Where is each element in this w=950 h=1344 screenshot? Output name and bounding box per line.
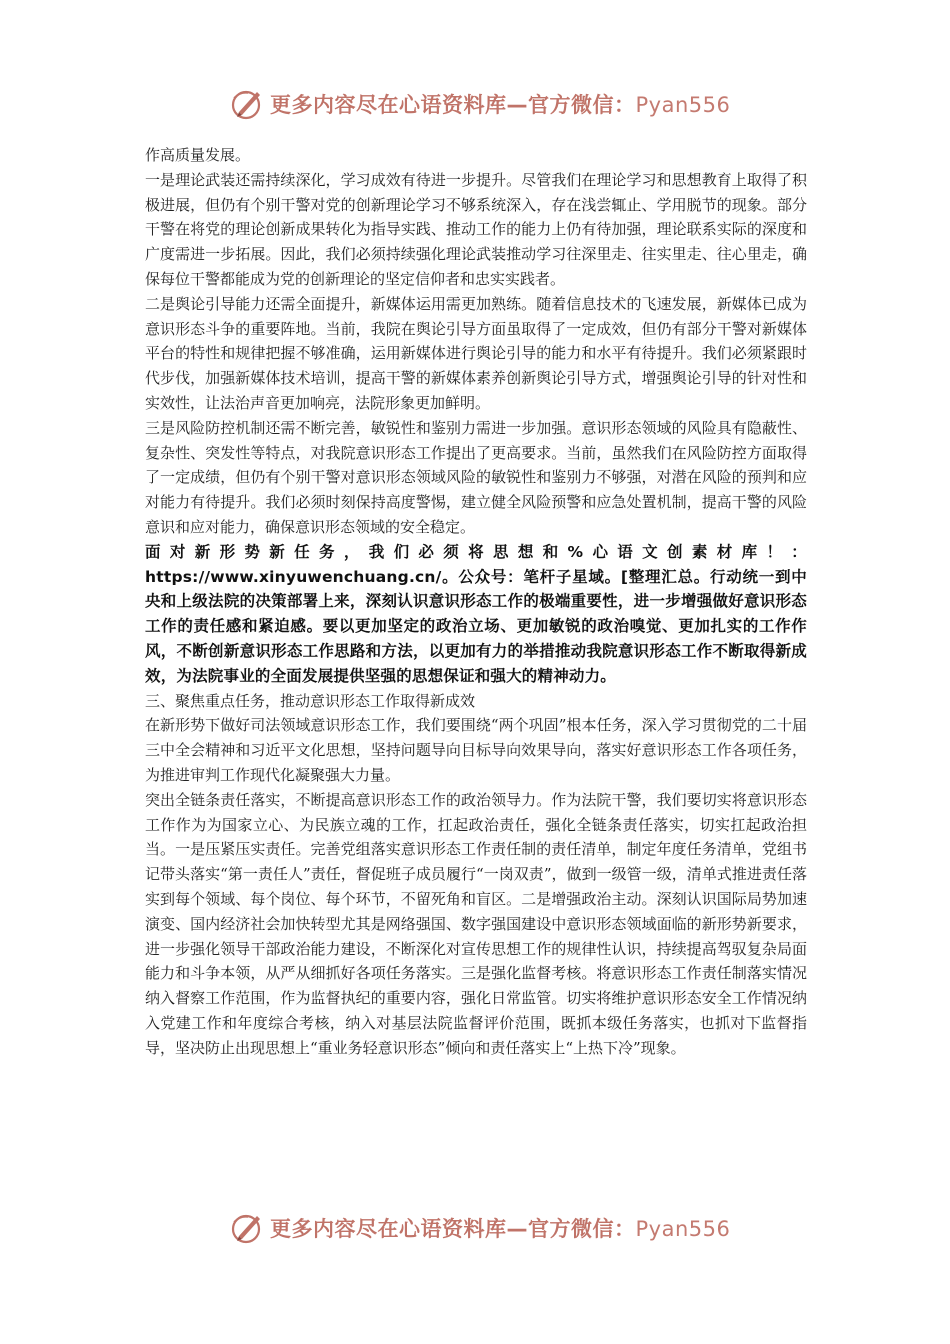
banner-main-text: 更多内容尽在心语资料库—官方微信： — [270, 1217, 636, 1241]
bold-paragraph: 面对新形势新任务，我们必须将思想和%心语文创素材库！：https://www.xinyuwenchuang.cn/。公众号：笔杆子星域。[整理汇总。行动统一到中央和上级法院的决策部署上来，深刻认识意识形态工作的极端重要性，进一步增强做好意识形态工作的责任感和紧迫感。要以更加坚定的政治立场、更加敏锐的政治嗅觉、更加扎实的工作作风，不断创新意识形态工作思路和方法，以更加有力的举措推动我院意识形态工作不断取得新成效，为法院事业的全面发展提供坚强的思想保证和强大的精神动力。 — [145, 542, 807, 685]
paragraph: 作高质量发展。 — [145, 146, 251, 164]
banner-text — [270, 89, 730, 119]
section-heading: 三、聚焦重点任务，推动意识形态工作取得新成效 — [145, 691, 476, 710]
pen-logo-icon — [230, 1210, 266, 1246]
banner-main-text: 更多内容尽在心语资料库—官方微信： — [270, 93, 636, 117]
paragraph: 突出全链条责任落实，不断提高意识形态工作的政治领导力。作为法院干警，我们要切实将意识形态工作作为为国家立心、为民族立魂的工作，扛起政治责任，强化全链条责任落实，切实扛起政治担当。一是压紧压实责任。完善党组落实意识形态工作责任制的责任清单，制定年度任务清单，党组书记带头落实“第一责任人”责任，督促班子成员履行“一岗双责”，做到一级管一级，清单式推进责任落实到每个领域、每个岗位、每个环节，不留死角和盲区。二是增强政治主动。深刻认识国际局势加速演变、国内经济社会加快转型尤其是网络强国、数字强国建设中意识形态领域面临的新形势新要求，进一步强化领导干部政治能力建设，不断深化对宣传思想工作的规律性认识，持续提高驾驭复杂局面能力和斗争本领，从严从细抓好各项任务落实。三是强化监督考核。将意识形态工作责任制落实情况纳入督察工作范围，作为监督执纪的重要内容，强化日常监管。切实将维护意识形态安全工作情况纳入党建工作和年度综合考核，纳入对基层法院监督评价范围，既抓本级任务落实，也抓对下监督指导，坚决防止出现思想上“重业务轻意识形态”倾向和责任落实上“上热下冷”现象。 — [145, 790, 807, 1057]
pen-logo-icon — [230, 86, 266, 122]
paragraph: 二是舆论引导能力还需全面提升，新媒体运用需更加熟练。随着信息技术的飞速发展，新媒体已成为意识形态斗争的重要阵地。当前，我院在舆论引导方面虽取得了一定成效，但仍有部分干警对新媒体平台的特性和规律把握不够准确，运用新媒体进行舆论引导的能力和水平有待提升。我们必须紧跟时代步伐，加强新媒体技术培训，提高干警的新媒体素养创新舆论引导方式，增强舆论引导的针对性和实效性，让法治声音更加响亮，法院形象更加鲜明。 — [145, 294, 807, 412]
paragraph: 一是理论武装还需持续深化，学习成效有待进一步提升。尽管我们在理论学习和思想教育上取得了积极进展，但仍有个别干警对党的创新理论学习不够系统深入，存在浅尝辄止、学用脱节的现象。部分干警在将党的理论创新成果转化为指导实践、推动工作的能力上仍有待加强，理论联系实际的深度和广度需进一步拓展。因此，我们必须持续强化理论武装推动学习往深里走、往实里走、往心里走，确保每位干警都能成为党的创新理论的坚定信仰者和忠实实践者。 — [145, 170, 807, 288]
document-body — [145, 143, 807, 1060]
paragraph: 三是风险防控机制还需不断完善，敏锐性和鉴别力需进一步加强。意识形态领域的风险具有隐蔽性、复杂性、突发性等特点，对我院意识形态工作提出了更高要求。当前，虽然我们在风险防控方面取得了一定成绩，但仍有个别干警对意识形态领域风险的敏锐性和鉴别力不够强，对潜在风险的预判和应对能力有待提升。我们必须时刻保持高度警惕，建立健全风险预警和应急处置机制，提高干警的风险意识和应对能力，确保意识形态领域的安全稳定。 — [145, 418, 807, 536]
banner-text — [270, 1213, 730, 1243]
footer-banner — [230, 1208, 750, 1248]
banner-wechat-id: Pyan556 — [635, 93, 731, 117]
paragraph: 在新形势下做好司法领域意识形态工作，我们要围绕“两个巩固”根本任务，深入学习贯彻党的二十届三中全会精神和习近平文化思想，坚持问题导向目标导向效果导向，落实好意识形态工作各项任务，为推进审判工作现代化凝聚强大力量。 — [145, 716, 807, 784]
header-banner — [230, 84, 750, 124]
banner-wechat-id: Pyan556 — [635, 1217, 731, 1241]
